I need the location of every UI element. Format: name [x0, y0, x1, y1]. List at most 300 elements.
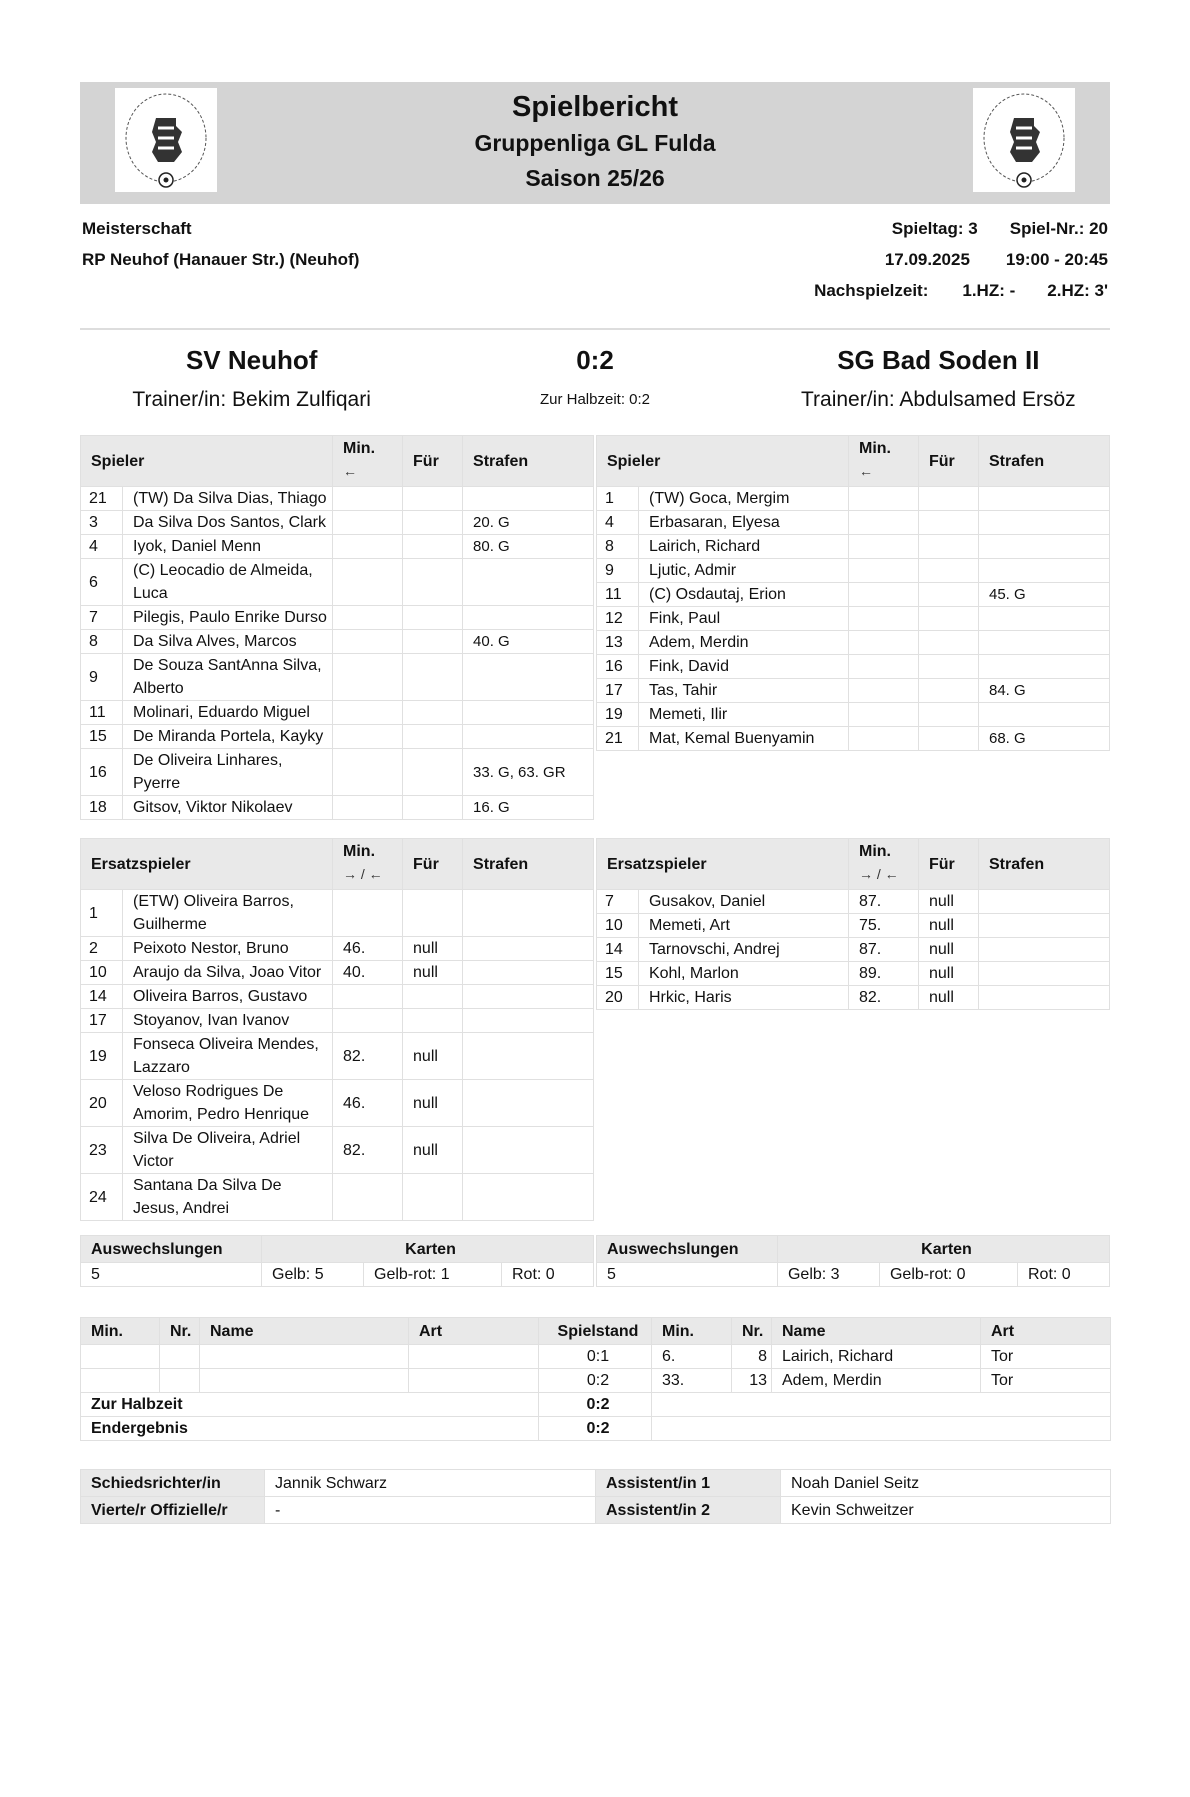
penalties-column-header: Strafen [463, 436, 594, 487]
event-row [81, 1369, 1111, 1393]
sub-arrow-icon: ← [343, 463, 358, 479]
player-row [81, 985, 594, 1009]
player-name: (TW) Da Silva Dias, Thiago [123, 487, 333, 511]
player-name: Gusakov, Daniel [638, 890, 848, 914]
penalties [463, 1127, 594, 1174]
substituted-for [403, 985, 463, 1009]
player-name: Pilegis, Paulo Enrike Durso [123, 606, 333, 630]
player-row [596, 655, 1109, 679]
player-row [596, 583, 1109, 607]
penalties [463, 654, 594, 701]
player-column-header: Spieler [81, 436, 333, 487]
substituted-for [403, 606, 463, 630]
hfv-logo-right [973, 88, 1075, 192]
player-name: Gitsov, Viktor Nikolaev [123, 796, 333, 820]
event-score: 0:1 [539, 1345, 652, 1369]
sub-minute: 82. [333, 1033, 403, 1080]
referee-label: Schiedsrichter/in [81, 1470, 265, 1497]
home-nr-header: Nr. [160, 1318, 200, 1345]
player-name: Lairich, Richard [638, 535, 848, 559]
player-row [81, 1080, 594, 1127]
penalties: 40. G [463, 630, 594, 654]
shirt-number: 17 [81, 1009, 123, 1033]
sub-minute [333, 890, 403, 937]
shirt-number: 14 [596, 938, 638, 962]
penalties [463, 1174, 594, 1221]
sub-minute: 82. [333, 1127, 403, 1174]
substituted-for: null [403, 961, 463, 985]
substituted-for [403, 559, 463, 606]
player-name: De Oliveira Linhares, Pyerre [123, 749, 333, 796]
minute-column-header [849, 436, 919, 487]
player-row [81, 1009, 594, 1033]
home-event-minute [81, 1369, 160, 1393]
shirt-number: 10 [596, 914, 638, 938]
league-name: Gruppenliga GL Fulda [474, 130, 716, 156]
penalties [979, 655, 1110, 679]
home-yellowred: Gelb-rot: 1 [364, 1263, 502, 1287]
substituted-for [403, 796, 463, 820]
penalties [463, 961, 594, 985]
shirt-number: 16 [596, 655, 638, 679]
halftime-score: Zur Halbzeit: 0:2 [539, 391, 651, 408]
player-name: Kohl, Marlon [638, 962, 848, 986]
final-result: 0:2 [539, 1417, 652, 1441]
substituted-for: null [919, 986, 979, 1010]
player-row [81, 487, 594, 511]
player-row [81, 890, 594, 937]
home-red: Rot: 0 [502, 1263, 594, 1287]
substituted-for [919, 535, 979, 559]
sub-minute [849, 703, 919, 727]
substituted-for: null [919, 962, 979, 986]
shirt-number: 8 [596, 535, 638, 559]
player-column-header: Ersatzspieler [81, 839, 333, 890]
sub-minute [849, 727, 919, 751]
shirt-number: 12 [596, 607, 638, 631]
shirt-number: 1 [81, 890, 123, 937]
away-players-table [596, 435, 1110, 751]
substituted-for: null [403, 937, 463, 961]
home-coach: Trainer/in: Bekim Zulfiqari [132, 388, 371, 411]
player-row [81, 1033, 594, 1080]
player-name: Molinari, Eduardo Miguel [123, 701, 333, 725]
for-column-header: Für [919, 436, 979, 487]
substituted-for [403, 487, 463, 511]
player-name: Tarnovschi, Andrej [638, 938, 848, 962]
sub-minute [333, 749, 403, 796]
sub-minute: 75. [849, 914, 919, 938]
home-subs-count: 5 [81, 1263, 262, 1287]
away-event-name: Adem, Merdin [772, 1369, 981, 1393]
player-row [81, 511, 594, 535]
player-name: Erbasaran, Elyesa [638, 511, 848, 535]
minute-label: Min. [343, 440, 376, 457]
assistant-2: Kevin Schweitzer [781, 1497, 1111, 1524]
penalties [979, 890, 1110, 914]
minute-column-header [849, 839, 919, 890]
player-name: Fink, Paul [638, 607, 848, 631]
penalties [979, 631, 1110, 655]
match-time: 19:00 - 20:45 [1005, 250, 1108, 269]
away-yellow: Gelb: 3 [777, 1263, 879, 1287]
shirt-number: 19 [81, 1033, 123, 1080]
player-row [81, 725, 594, 749]
penalties [463, 559, 594, 606]
penalties: 20. G [463, 511, 594, 535]
substituted-for: null [403, 1080, 463, 1127]
home-players-table [80, 435, 594, 820]
shirt-number: 23 [81, 1127, 123, 1174]
shirt-number: 21 [81, 487, 123, 511]
away-team-name: SG Bad Soden II [837, 345, 1040, 375]
final-label: Endergebnis [81, 1417, 539, 1441]
player-row [81, 961, 594, 985]
minute-label: Min. [859, 440, 891, 457]
player-row [81, 749, 594, 796]
player-row [81, 654, 594, 701]
home-event-nr [160, 1369, 200, 1393]
player-row [81, 1127, 594, 1174]
sub-minute [849, 679, 919, 703]
halftime-result: 0:2 [539, 1393, 652, 1417]
minute-label: Min. [343, 843, 376, 860]
shirt-number: 11 [596, 583, 638, 607]
officials-table [80, 1469, 1111, 1524]
away-event-nr: 8 [732, 1345, 772, 1369]
shirt-number: 15 [596, 962, 638, 986]
venue: RP Neuhof (Hanauer Str.) (Neuhof) [82, 250, 360, 269]
shirt-number: 7 [81, 606, 123, 630]
penalties [979, 986, 1110, 1010]
sub-minute [333, 654, 403, 701]
for-column-header: Für [919, 839, 979, 890]
shirt-number: 20 [596, 986, 638, 1010]
shirt-number: 16 [81, 749, 123, 796]
away-subs-count: 5 [596, 1263, 777, 1287]
home-event-type [409, 1369, 539, 1393]
player-name: Araujo da Silva, Joao Vitor [123, 961, 333, 985]
sub-minute [849, 559, 919, 583]
season: Saison 25/26 [525, 165, 665, 191]
shirt-number: 11 [81, 701, 123, 725]
penalties [979, 559, 1110, 583]
shirt-number: 6 [81, 559, 123, 606]
shirt-number: 10 [81, 961, 123, 985]
sub-minute [333, 606, 403, 630]
home-name-header: Name [200, 1318, 409, 1345]
for-column-header: Für [403, 839, 463, 890]
away-event-minute: 33. [652, 1369, 732, 1393]
match-meta [80, 213, 1110, 306]
substituted-for [919, 559, 979, 583]
penalties [463, 606, 594, 630]
away-coach: Trainer/in: Abdulsamed Ersöz [800, 388, 1076, 411]
shirt-number: 7 [596, 890, 638, 914]
referee: Jannik Schwarz [265, 1470, 596, 1497]
penalties [463, 985, 594, 1009]
player-name: Fink, David [638, 655, 848, 679]
substituted-for [403, 890, 463, 937]
sub-minute [849, 487, 919, 511]
shirt-number: 21 [596, 727, 638, 751]
player-row [596, 679, 1109, 703]
substituted-for [919, 631, 979, 655]
player-row [596, 559, 1109, 583]
score-header: Spielstand [539, 1318, 652, 1345]
sub-minute: 89. [849, 962, 919, 986]
penalties [979, 487, 1110, 511]
player-name: Stoyanov, Ivan Ivanov [123, 1009, 333, 1033]
substituted-for [919, 679, 979, 703]
substituted-for [919, 487, 979, 511]
away-event-minute: 6. [652, 1345, 732, 1369]
penalties: 33. G, 63. GR [463, 749, 594, 796]
player-name: Fonseca Oliveira Mendes, Lazzaro [123, 1033, 333, 1080]
halftime-label: Zur Halbzeit [81, 1393, 539, 1417]
home-event-minute [81, 1345, 160, 1369]
teams-header [80, 340, 1110, 420]
home-event-nr [160, 1345, 200, 1369]
competition: Meisterschaft [82, 219, 192, 238]
substituted-for: null [919, 938, 979, 962]
player-name: Peixoto Nestor, Bruno [123, 937, 333, 961]
shirt-number: 9 [81, 654, 123, 701]
sub-minute [849, 583, 919, 607]
player-name: Silva De Oliveira, Adriel Victor [123, 1127, 333, 1174]
player-row [596, 938, 1109, 962]
player-row [81, 1174, 594, 1221]
player-row [596, 535, 1109, 559]
sub-minute [333, 487, 403, 511]
shirt-number: 17 [596, 679, 638, 703]
home-event-name [200, 1369, 409, 1393]
for-column-header: Für [403, 436, 463, 487]
away-name-header: Name [772, 1318, 981, 1345]
penalties-column-header: Strafen [979, 839, 1110, 890]
player-name: Oliveira Barros, Gustavo [123, 985, 333, 1009]
penalties [463, 487, 594, 511]
penalties [463, 890, 594, 937]
penalties [463, 1080, 594, 1127]
player-row [596, 986, 1109, 1010]
final-score: 0:2 [576, 345, 614, 375]
shirt-number: 4 [81, 535, 123, 559]
sub-minute: 82. [849, 986, 919, 1010]
substituted-for [403, 749, 463, 796]
substituted-for [919, 607, 979, 631]
home-yellow: Gelb: 5 [262, 1263, 364, 1287]
away-summary-table [596, 1235, 1110, 1287]
player-row [596, 962, 1109, 986]
shirt-number: 3 [81, 511, 123, 535]
divider [80, 328, 1110, 330]
sub-minute: 46. [333, 1080, 403, 1127]
substituted-for [403, 1174, 463, 1221]
away-red: Rot: 0 [1017, 1263, 1109, 1287]
player-name: De Souza SantAnna Silva, Alberto [123, 654, 333, 701]
penalties: 80. G [463, 535, 594, 559]
penalties [979, 511, 1110, 535]
substituted-for [919, 703, 979, 727]
substituted-for [403, 654, 463, 701]
player-name: (C) Osdautaj, Erion [638, 583, 848, 607]
substituted-for: null [403, 1127, 463, 1174]
player-name: Da Silva Alves, Marcos [123, 630, 333, 654]
assistant-2-label: Assistent/in 2 [596, 1497, 781, 1524]
extra-time-label: Nachspielzeit: [814, 281, 929, 300]
report-header [80, 82, 1110, 204]
player-row [81, 701, 594, 725]
sub-minute [849, 631, 919, 655]
substituted-for [919, 655, 979, 679]
away-event-nr: 13 [732, 1369, 772, 1393]
home-team-name: SV Neuhof [185, 345, 318, 375]
substituted-for [919, 511, 979, 535]
player-name: Ljutic, Admir [638, 559, 848, 583]
player-name: Mat, Kemal Buenyamin [638, 727, 848, 751]
penalties [463, 1009, 594, 1033]
away-minute-header: Min. [652, 1318, 732, 1345]
match-number: Spiel-Nr.: 20 [1009, 219, 1108, 238]
report-title: Spielbericht [512, 91, 678, 123]
sub-minute [333, 701, 403, 725]
shirt-number: 8 [81, 630, 123, 654]
extra-time-first-half: 1.HZ: - [962, 281, 1016, 300]
penalties: 68. G [979, 727, 1110, 751]
home-type-header: Art [409, 1318, 539, 1345]
shirt-number: 2 [81, 937, 123, 961]
sub-minute [849, 607, 919, 631]
shirt-number: 13 [596, 631, 638, 655]
subs-count-header: Auswechslungen [596, 1236, 777, 1263]
penalties [979, 938, 1110, 962]
penalties [979, 535, 1110, 559]
player-row [81, 937, 594, 961]
player-name: Veloso Rodrigues De Amorim, Pedro Henrique [123, 1080, 333, 1127]
hfv-logo-left [115, 88, 217, 192]
player-column-header: Ersatzspieler [596, 839, 848, 890]
penalties-column-header: Strafen [979, 436, 1110, 487]
shirt-number: 18 [81, 796, 123, 820]
player-name: Santana Da Silva De Jesus, Andrei [123, 1174, 333, 1221]
fourth-official-label: Vierte/r Offizielle/r [81, 1497, 265, 1524]
player-name: Memeti, Ilir [638, 703, 848, 727]
away-event-name: Lairich, Richard [772, 1345, 981, 1369]
away-subs-table [596, 838, 1110, 1010]
minute-column-header [333, 436, 403, 487]
sub-minute [849, 655, 919, 679]
shirt-number: 14 [81, 985, 123, 1009]
substituted-for [919, 583, 979, 607]
shirt-number: 9 [596, 559, 638, 583]
extra-time-second-half: 2.HZ: 3' [1047, 281, 1108, 300]
penalties-column-header: Strafen [463, 839, 594, 890]
minute-label: Min. [859, 843, 891, 860]
home-event-name [200, 1345, 409, 1369]
home-subs-table [80, 838, 594, 1221]
player-row [596, 631, 1109, 655]
away-nr-header: Nr. [732, 1318, 772, 1345]
player-row [81, 796, 594, 820]
substituted-for [403, 630, 463, 654]
player-row [596, 703, 1109, 727]
penalties [979, 703, 1110, 727]
minute-column-header [333, 839, 403, 890]
sub-arrow-icon: → / ← [343, 866, 383, 882]
shirt-number: 19 [596, 703, 638, 727]
away-type-header: Art [981, 1318, 1111, 1345]
player-name: Hrkic, Haris [638, 986, 848, 1010]
home-minute-header: Min. [81, 1318, 160, 1345]
penalties: 84. G [979, 679, 1110, 703]
penalties [463, 725, 594, 749]
sub-minute [333, 1174, 403, 1221]
player-column-header: Spieler [596, 436, 848, 487]
shirt-number: 20 [81, 1080, 123, 1127]
substituted-for [403, 511, 463, 535]
player-name: (ETW) Oliveira Barros, Guilherme [123, 890, 333, 937]
shirt-number: 15 [81, 725, 123, 749]
fourth-official: - [265, 1497, 596, 1524]
sub-minute [849, 535, 919, 559]
player-row [596, 727, 1109, 751]
substituted-for: null [919, 914, 979, 938]
player-row [596, 914, 1109, 938]
player-name: (TW) Goca, Mergim [638, 487, 848, 511]
penalties [463, 937, 594, 961]
player-name: Da Silva Dos Santos, Clark [123, 511, 333, 535]
substituted-for: null [403, 1033, 463, 1080]
player-row [81, 535, 594, 559]
assistant-1-label: Assistent/in 1 [596, 1470, 781, 1497]
sub-arrow-icon: → / ← [859, 866, 899, 882]
shirt-number: 4 [596, 511, 638, 535]
subs-count-header: Auswechslungen [81, 1236, 262, 1263]
cards-header: Karten [262, 1236, 594, 1263]
sub-minute: 87. [849, 938, 919, 962]
substituted-for [919, 727, 979, 751]
away-event-type: Tor [981, 1369, 1111, 1393]
sub-minute [333, 559, 403, 606]
player-row [596, 890, 1109, 914]
substituted-for [403, 725, 463, 749]
player-row [596, 607, 1109, 631]
player-row [596, 487, 1109, 511]
sub-minute: 46. [333, 937, 403, 961]
player-row [81, 606, 594, 630]
event-score: 0:2 [539, 1369, 652, 1393]
substituted-for [403, 535, 463, 559]
penalties: 45. G [979, 583, 1110, 607]
sub-minute [333, 1009, 403, 1033]
player-name: Memeti, Art [638, 914, 848, 938]
shirt-number: 1 [596, 487, 638, 511]
home-event-type [409, 1345, 539, 1369]
penalties [463, 1033, 594, 1080]
away-event-type: Tor [981, 1345, 1111, 1369]
player-name: Iyok, Daniel Menn [123, 535, 333, 559]
penalties [979, 607, 1110, 631]
sub-minute [333, 630, 403, 654]
away-yellowred: Gelb-rot: 0 [879, 1263, 1017, 1287]
player-name: De Miranda Portela, Kayky [123, 725, 333, 749]
penalties [463, 701, 594, 725]
sub-minute [333, 511, 403, 535]
player-row [81, 630, 594, 654]
sub-minute: 40. [333, 961, 403, 985]
player-row [81, 559, 594, 606]
